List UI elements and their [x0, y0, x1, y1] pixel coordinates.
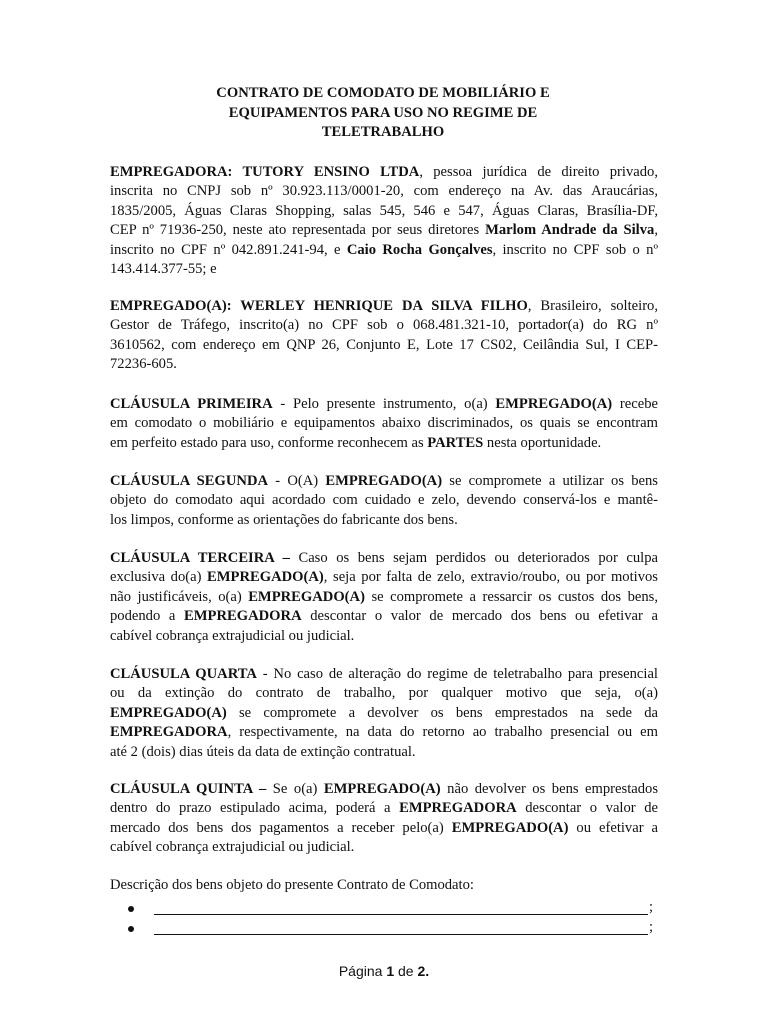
- clause-fifth: [110, 780, 658, 858]
- text-run: - No caso de alteração do regime de teletrabalho para presencial: [256, 666, 658, 682]
- bold-term: EMPREGADO(A): [451, 819, 569, 836]
- text-run: recebe: [612, 396, 658, 412]
- text-run: , Brasileiro, solteiro,: [527, 298, 658, 314]
- clause-label: CLÁUSULA SEGUNDA: [110, 473, 269, 489]
- text-run: exclusiva do(a): [110, 569, 208, 586]
- paragraph-empregado: [110, 297, 658, 375]
- bullet-icon: [128, 906, 134, 912]
- goods-description-intro: Descrição dos bens objeto do presente Contrato de Comodato:: [110, 877, 474, 893]
- text-run: , inscrito no CPF sob o nº: [492, 241, 658, 258]
- footer-text: de: [394, 963, 418, 979]
- party-label: EMPREGADORA: TUTORY ENSINO LTDA: [110, 164, 420, 180]
- text-line: inscrita no CNPJ sob nº 30.923.113/0001-20, com endereço na Av. das Araucárias,: [110, 183, 658, 200]
- text-run: inscrito no CPF nº 042.891.241-94, e: [110, 241, 347, 258]
- text-line: ou da extinção do contrato de trabalho, por qualquer motivo que seja, o(a): [110, 685, 658, 702]
- text-run: não devolver os bens emprestados: [440, 781, 658, 797]
- text-line: cabível cobrança extrajudicial ou judicial.: [110, 627, 355, 644]
- text-line: objeto do comodato aqui acordado com cuidado e zelo, devendo conservá-los e mantê-: [110, 492, 658, 509]
- text-run: em perfeito estado para uso, conforme reconhecem as: [110, 434, 428, 451]
- text-run: Se o(a): [266, 781, 324, 797]
- party-label: EMPREGADO(A): WERLEY HENRIQUE DA SILVA FILHO: [110, 298, 528, 314]
- blank-fill-line[interactable]: [154, 901, 648, 915]
- bold-term: EMPREGADO(A): [207, 569, 324, 586]
- paragraph-empregadora: [110, 163, 658, 279]
- clause-label: CLÁUSULA PRIMEIRA: [110, 396, 273, 412]
- text-run: mercado dos bens dos pagamentos a receber pelo(a): [110, 819, 452, 836]
- clause-second: [110, 472, 658, 530]
- text-run: - O(A): [268, 473, 326, 489]
- bold-term: EMPREGADO(A): [248, 588, 365, 605]
- text-line: 3610562, com endereço em QNP 26, Conjunto E, Lote 17 CS02, Ceilândia Sul, I CEP-: [110, 336, 658, 353]
- blank-fill-line[interactable]: [154, 921, 648, 935]
- item-terminator: ;: [649, 899, 654, 915]
- director-name: Caio Rocha Gonçalves: [346, 241, 493, 258]
- text-line: até 2 (dois) dias úteis da data de extinção contratual.: [110, 743, 416, 760]
- text-run: , seja por falta de zelo, extravio/roubo, ou por motivos: [323, 569, 658, 586]
- text-run: - Pelo presente instrumento, o(a): [272, 396, 496, 412]
- title-line: EQUIPAMENTOS PARA USO NO REGIME DE: [228, 104, 538, 121]
- text-run: ,: [654, 222, 658, 239]
- text-line: los limpos, conforme as orientações do fabricante dos bens.: [110, 511, 458, 528]
- clause-third: [110, 549, 658, 646]
- footer-text: Página: [338, 963, 387, 979]
- text-run: dentro do prazo estipulado acima, poderá a: [110, 800, 400, 817]
- text-line: cabível cobrança extrajudicial ou judicial.: [110, 839, 355, 856]
- text-run: , pessoa jurídica de direito privado,: [419, 164, 658, 180]
- director-name: Marlom Andrade da Silva: [485, 222, 655, 239]
- page-total: 2.: [417, 963, 430, 979]
- text-line: 72236-605.: [110, 356, 177, 373]
- text-line: Gestor de Tráfego, inscrito(a) no CPF sob o 068.481.321-10, portador(a) do RG nº: [110, 317, 658, 334]
- text-run: Caso os bens sejam perdidos ou deteriorados por culpa: [289, 550, 659, 566]
- title-line: TELETRABALHO: [321, 124, 445, 140]
- text-run: , respectivamente, na data do retorno ao trabalho presencial ou em: [227, 724, 658, 741]
- clause-first: [110, 395, 658, 453]
- page-current: 1: [386, 963, 395, 979]
- text-line: 1835/2005, Águas Claras Shopping, salas 545, 546 e 547, Águas Claras, Brasília-DF,: [110, 202, 658, 219]
- text-run: se compromete a utilizar os bens: [442, 473, 658, 489]
- text-line: em comodato o mobiliário e equipamentos abaixo discriminados, os quais se encontram: [110, 415, 658, 432]
- text-run: nesta oportunidade.: [483, 434, 602, 451]
- bold-term: EMPREGADO(A): [495, 396, 613, 412]
- text-run: descontar o valor de: [516, 800, 658, 817]
- item-terminator: ;: [649, 919, 654, 935]
- text-run: se compromete a devolver os bens emprestados na sede da: [226, 704, 658, 721]
- text-run: ou efetivar a: [568, 819, 659, 836]
- text-line: 143.414.377-55; e: [110, 260, 217, 277]
- clause-label: CLÁUSULA QUARTA: [110, 666, 257, 682]
- clause-label: CLÁUSULA TERCEIRA –: [110, 550, 290, 566]
- text-run: não justificáveis, o(a): [110, 588, 249, 605]
- bold-term: EMPREGADORA: [184, 608, 302, 625]
- bold-term: EMPREGADO(A): [110, 704, 227, 721]
- text-run: se compromete a ressarcir os custos dos bens,: [364, 588, 658, 605]
- bold-term: EMPREGADO(A): [325, 473, 443, 489]
- bold-term: PARTES: [427, 434, 484, 451]
- title-line: CONTRATO DE COMODATO DE MOBILIÁRIO E: [216, 85, 550, 101]
- bold-term: EMPREGADORA: [399, 800, 517, 817]
- clause-fourth: [110, 665, 658, 762]
- text-run: descontar o valor de mercado dos bens ou efetivar a: [301, 608, 658, 625]
- text-run: podendo a: [110, 608, 185, 625]
- bold-term: EMPREGADO(A): [323, 781, 441, 797]
- clause-label: CLÁUSULA QUINTA –: [110, 781, 267, 797]
- page-footer: [0, 963, 768, 979]
- bold-term: EMPREGADORA: [110, 724, 228, 741]
- bullet-icon: [128, 926, 134, 932]
- document-title: [150, 84, 616, 143]
- text-run: CEP nº 71936-250, neste ato representada por seus diretores: [110, 222, 486, 239]
